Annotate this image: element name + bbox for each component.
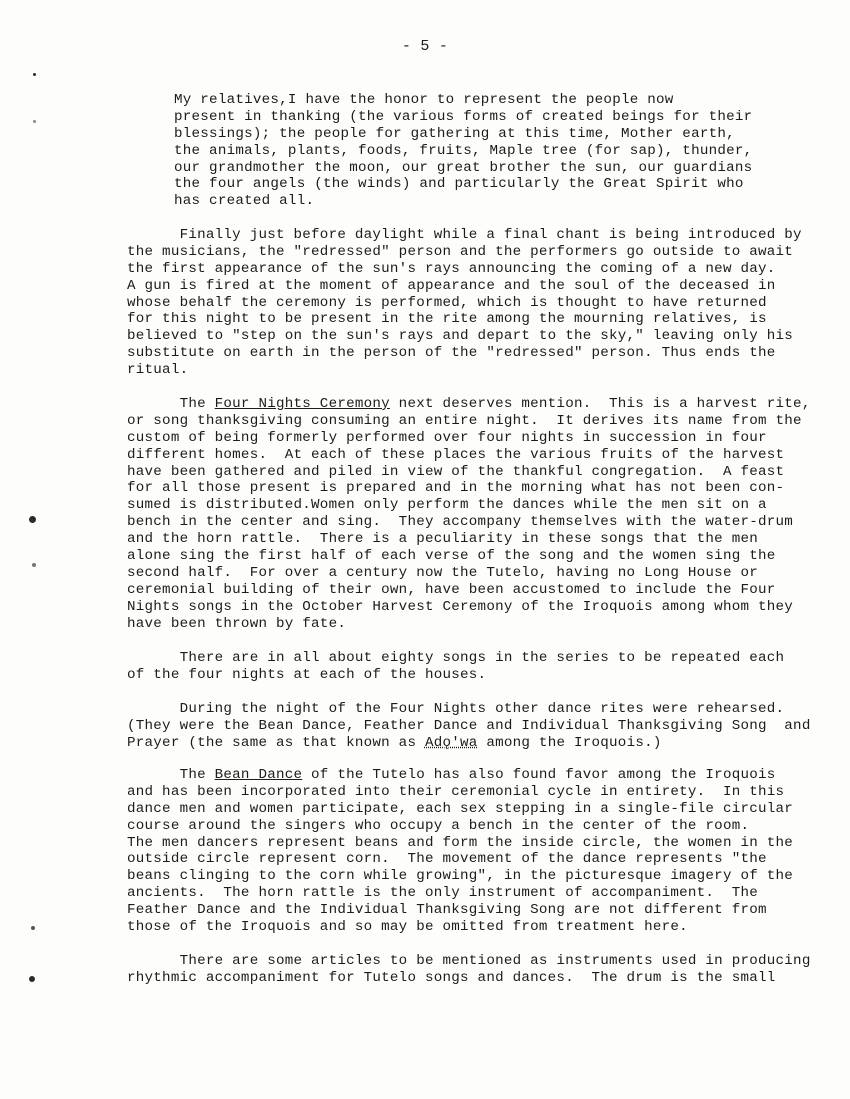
text-line: My relatives,I have the honor to represent the people now bbox=[174, 92, 674, 108]
text-line: dance men and women participate, each sex stepping in a single-file circular bbox=[127, 800, 794, 817]
text-line: outside circle represent corn. The movement of the dance represents "the bbox=[127, 851, 767, 868]
scan-speck bbox=[33, 73, 36, 76]
text-line: believed to "step on the sun's rays and depart to the sky," leaving only his bbox=[127, 328, 794, 345]
paragraph-bean-dance bbox=[127, 767, 793, 936]
page-number: - 5 - bbox=[401, 38, 449, 55]
text-line: A gun is fired at the moment of appearance and the soul of the deceased in bbox=[127, 277, 776, 294]
text-segment: next deserves mention. This is a harvest rite, bbox=[389, 396, 811, 412]
text-segment: The bbox=[127, 396, 215, 412]
text-line: and has been incorporated into their ceremonial cycle in entirety. In this bbox=[127, 783, 785, 800]
text-line: the animals, plants, foods, fruits, Maple tree (for sap), thunder, bbox=[174, 142, 753, 159]
text-line: second half. For over a century now the Tutelo, having no Long House or bbox=[127, 564, 758, 581]
text-line bbox=[127, 767, 793, 784]
text-line: rhythmic accompaniment for Tutelo songs and dances. The drum is the small bbox=[127, 969, 776, 986]
text-line: alone sing the first half of each verse of the song and the women sing the bbox=[127, 548, 776, 565]
underlined-term: Bean Dance bbox=[214, 767, 303, 783]
text-line: ceremonial building of their own, have been accustomed to include the Four bbox=[127, 581, 776, 598]
text-line: the first appearance of the sun's rays announcing the coming of a new day. bbox=[127, 260, 776, 277]
paragraph-instruments bbox=[127, 953, 811, 987]
text-line: of the four nights at each of the houses. bbox=[127, 666, 487, 683]
text-segment: The bbox=[127, 767, 215, 783]
text-line: blessings); the people for gathering at this time, Mother earth, bbox=[174, 125, 735, 142]
text-line: have been gathered and piled in view of the thankful congregation. A feast bbox=[127, 463, 785, 480]
text-line: for this night to be present in the rite among the mourning relatives, is bbox=[127, 311, 767, 328]
scan-speck bbox=[29, 976, 35, 982]
text-line: whose behalf the ceremony is performed, which is thought to have returned bbox=[127, 294, 767, 311]
text-line: the four angels (the winds) and particularly the Great Spirit who bbox=[174, 176, 744, 193]
text-line: for all those present is prepared and in the morning what has not been con- bbox=[127, 480, 785, 497]
text-line bbox=[127, 735, 811, 752]
text-line: has created all. bbox=[174, 193, 315, 210]
paragraph-eighty-songs bbox=[127, 650, 784, 684]
text-line: our grandmother the moon, our great brother the sun, our guardians bbox=[174, 159, 753, 176]
text-line: There are some articles to be mentioned as instruments used in producing bbox=[127, 953, 811, 969]
text-line bbox=[127, 396, 811, 413]
text-line: The men dancers represent beans and form the inside circle, the women in the bbox=[127, 834, 794, 851]
text-line: ancients. The horn rattle is the only instrument of accompaniment. The bbox=[127, 885, 758, 902]
prayer-quote bbox=[174, 92, 752, 210]
scan-speck bbox=[29, 516, 36, 523]
scan-speck bbox=[31, 926, 35, 930]
text-line: There are in all about eighty songs in the series to be repeated each bbox=[127, 650, 785, 666]
text-line: Finally just before daylight while a final chant is being introduced by bbox=[127, 227, 802, 243]
text-line: the musicians, the "redressed" person and the performers go outside to await bbox=[127, 243, 794, 260]
text-line: substitute on earth in the person of the "redressed" person. Thus ends the bbox=[127, 345, 776, 362]
text-segment: of the Tutelo has also found favor among the Iroquois bbox=[302, 767, 776, 783]
underlined-term: Adǫ'wa bbox=[424, 734, 478, 751]
paragraph-other-dance-rites bbox=[127, 701, 811, 752]
paragraph-dawn-ritual bbox=[127, 227, 802, 379]
text-line: present in thanking (the various forms of created beings for their bbox=[174, 108, 753, 125]
text-line: sumed is distributed.Women only perform the dances while the men sit on a bbox=[127, 497, 767, 514]
text-segment: among the Iroquois.) bbox=[477, 734, 662, 751]
scan-speck bbox=[32, 563, 36, 567]
text-line: those of the Iroquois and so may be omitted from treatment here. bbox=[127, 919, 688, 936]
text-line: beans clinging to the corn while growing", in the picturesque imagery of the bbox=[127, 868, 794, 885]
text-line: and the horn rattle. There is a peculiarity in these songs that the men bbox=[127, 531, 758, 548]
text-segment: Prayer (the same as that known as bbox=[127, 734, 425, 751]
text-line: bench in the center and sing. They accompany themselves with the water-drum bbox=[127, 514, 794, 531]
text-line: During the night of the Four Nights other dance rites were rehearsed. bbox=[127, 701, 785, 717]
scan-speck bbox=[33, 120, 36, 123]
text-line: Nights songs in the October Harvest Ceremony of the Iroquois among whom they bbox=[127, 598, 794, 615]
paragraph-four-nights-ceremony bbox=[127, 396, 811, 632]
text-line: course around the singers who occupy a bench in the center of the room. bbox=[127, 817, 750, 834]
text-line: ritual. bbox=[127, 362, 189, 379]
text-line: different homes. At each of these places the various fruits of the harvest bbox=[127, 446, 785, 463]
text-line: Feather Dance and the Individual Thanksgiving Song are not different from bbox=[127, 902, 767, 919]
text-line: have been thrown by fate. bbox=[127, 615, 347, 632]
underlined-term: Four Nights Ceremony bbox=[214, 396, 390, 412]
text-line: custom of being formerly performed over four nights in succession in four bbox=[127, 429, 767, 446]
text-line: (They were the Bean Dance, Feather Dance and Individual Thanksgiving Song and bbox=[127, 717, 811, 734]
text-line: or song thanksgiving consuming an entire night. It derives its name from the bbox=[127, 412, 802, 429]
